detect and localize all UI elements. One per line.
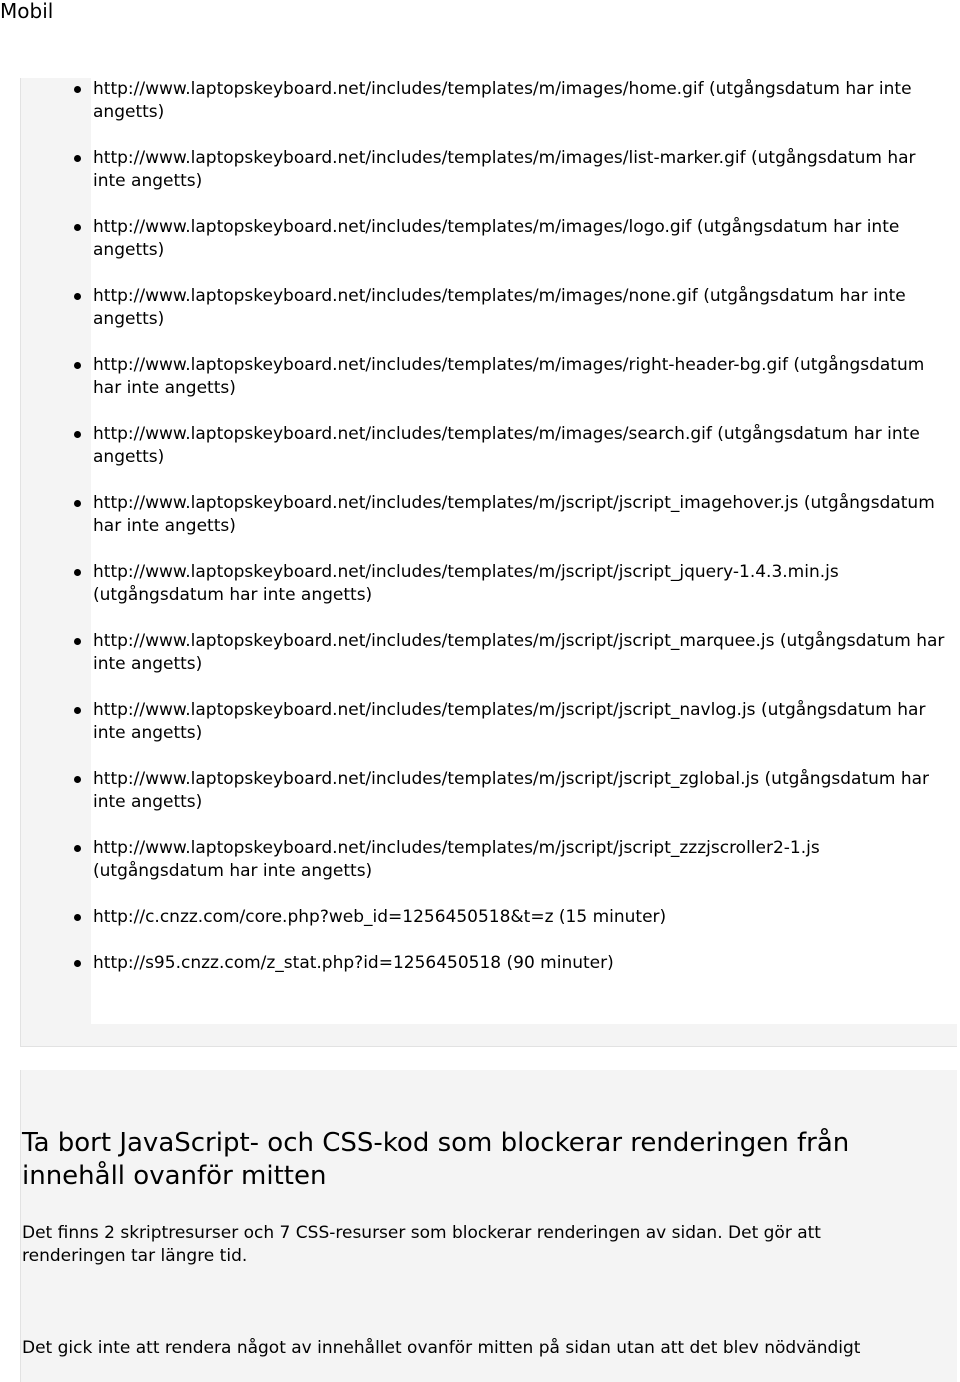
list-item <box>91 768 953 814</box>
resource-url: http://www.laptopskeyboard.net/includes/templates/m/jscript/jscript_zzzjscroller2-1.js <box>93 838 820 858</box>
resource-url: http://s95.cnzz.com/z_stat.php?id=1256450518 <box>93 953 502 973</box>
resource-expiry: (utgångsdatum har inte angetts) <box>93 148 916 191</box>
section-description: Det finns 2 skriptresurser och 7 CSS-resurser som blockerar renderingen av sidan. Det gör att renderingen tar längre tid. <box>22 1223 821 1266</box>
list-item <box>91 354 953 400</box>
list-item <box>91 699 953 745</box>
bullet-icon <box>74 707 81 714</box>
bullet-icon <box>74 293 81 300</box>
resource-expiry: (utgångsdatum har inte angetts) <box>93 424 920 467</box>
bullet-icon <box>74 776 81 783</box>
section-note: Det gick inte att rendera något av innehållet ovanför mitten på sidan utan att det blev nödvändigt <box>22 1338 861 1358</box>
resource-expiry: (utgångsdatum har inte angetts) <box>93 861 373 881</box>
resource-url: http://www.laptopskeyboard.net/includes/templates/m/jscript/jscript_marquee.js <box>93 631 775 651</box>
resource-expiry: (utgångsdatum har inte angetts) <box>93 493 935 536</box>
resource-expiry: (utgångsdatum har inte angetts) <box>93 585 373 605</box>
list-item <box>91 423 953 469</box>
resource-url: http://www.laptopskeyboard.net/includes/templates/m/images/right-header-bg.gif <box>93 355 788 375</box>
resource-url: http://www.laptopskeyboard.net/includes/templates/m/jscript/jscript_jquery-1.4.3.min.js <box>93 562 839 582</box>
bullet-icon <box>74 86 81 93</box>
bullet-icon <box>74 845 81 852</box>
resource-list <box>91 78 953 998</box>
list-item <box>91 285 953 331</box>
resource-expiry: (utgångsdatum har inte angetts) <box>93 217 900 260</box>
resource-expiry: (15 minuter) <box>558 907 667 927</box>
resource-url: http://www.laptopskeyboard.net/includes/templates/m/images/list-marker.gif <box>93 148 746 168</box>
resource-expiry: (utgångsdatum har inte angetts) <box>93 700 926 743</box>
bullet-icon <box>74 155 81 162</box>
bullet-icon <box>74 431 81 438</box>
resource-list-container <box>91 78 957 1024</box>
section-title: Ta bort JavaScript- och CSS-kod som blockerar renderingen från innehåll ovanför mitten <box>22 1128 850 1191</box>
bullet-icon <box>74 638 81 645</box>
resource-expiry: (utgångsdatum har inte angetts) <box>93 355 925 398</box>
list-item <box>91 216 953 262</box>
list-item <box>91 561 953 607</box>
list-item <box>91 630 953 676</box>
list-item <box>91 78 953 124</box>
list-item <box>91 837 953 883</box>
resource-expiry: (90 minuter) <box>506 953 614 973</box>
resource-url: http://www.laptopskeyboard.net/includes/templates/m/images/logo.gif <box>93 217 692 237</box>
bullet-icon <box>74 362 81 369</box>
cache-resources-panel <box>20 78 957 1047</box>
resource-url: http://www.laptopskeyboard.net/includes/templates/m/images/none.gif <box>93 286 698 306</box>
resource-url: http://www.laptopskeyboard.net/includes/templates/m/jscript/jscript_imagehover.js <box>93 493 799 513</box>
bullet-icon <box>74 224 81 231</box>
list-item <box>91 492 953 538</box>
list-item <box>91 952 953 975</box>
resource-url: http://www.laptopskeyboard.net/includes/templates/m/jscript/jscript_navlog.js <box>93 700 756 720</box>
resource-url: http://www.laptopskeyboard.net/includes/templates/m/jscript/jscript_zglobal.js <box>93 769 760 789</box>
resource-expiry: (utgångsdatum har inte angetts) <box>93 631 945 674</box>
list-item <box>91 906 953 929</box>
bullet-icon <box>74 500 81 507</box>
resource-expiry: (utgångsdatum har inte angetts) <box>93 79 912 122</box>
render-blocking-section <box>20 1070 957 1382</box>
list-item <box>91 147 953 193</box>
resource-expiry: (utgångsdatum har inte angetts) <box>93 286 906 329</box>
bullet-icon <box>74 569 81 576</box>
resource-url: http://c.cnzz.com/core.php?web_id=1256450518&t=z <box>93 907 554 927</box>
resource-url: http://www.laptopskeyboard.net/includes/templates/m/images/search.gif <box>93 424 712 444</box>
page-title: Mobil <box>0 0 54 23</box>
bullet-icon <box>74 960 81 967</box>
resource-url: http://www.laptopskeyboard.net/includes/templates/m/images/home.gif <box>93 79 704 99</box>
bullet-icon <box>74 914 81 921</box>
resource-expiry: (utgångsdatum har inte angetts) <box>93 769 930 812</box>
